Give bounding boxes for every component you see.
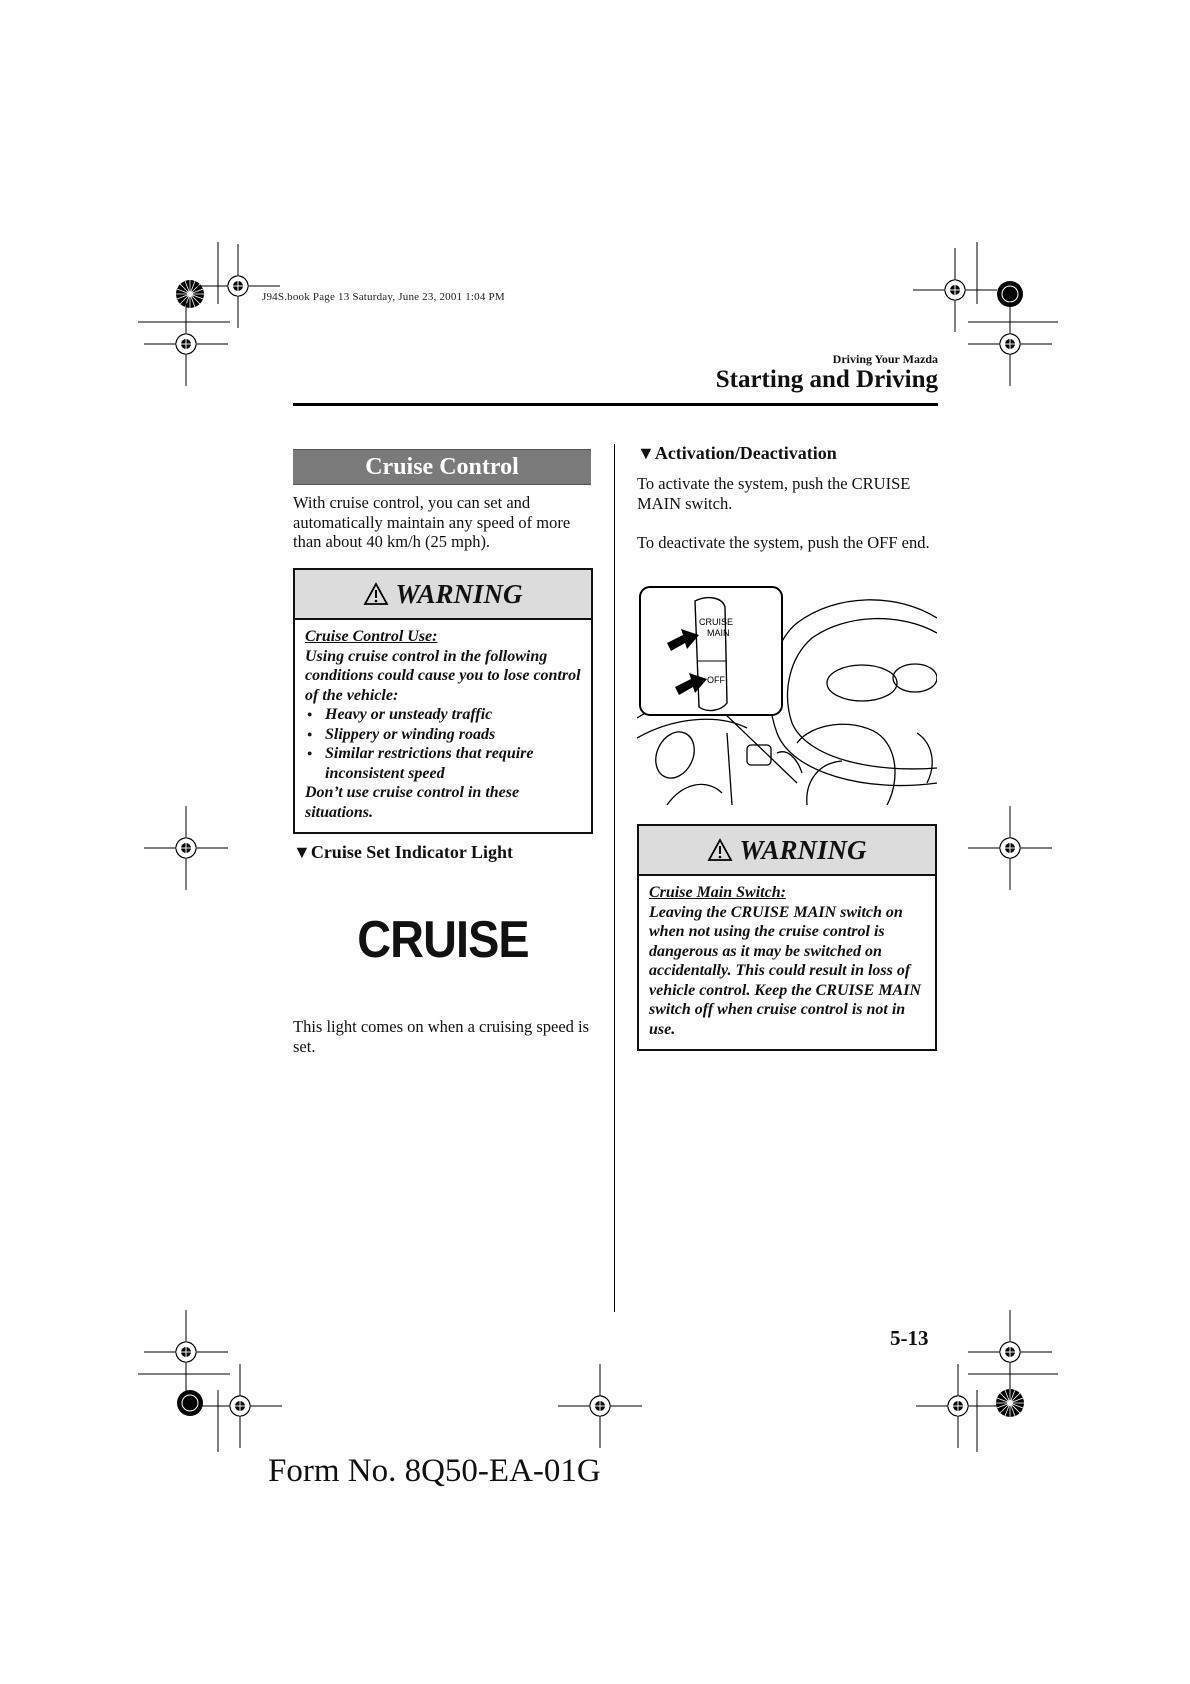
warning-body xyxy=(295,620,591,828)
page-title: Starting and Driving xyxy=(715,366,938,393)
warning-header xyxy=(639,826,935,876)
cruise-indicator-word: CRUISE xyxy=(357,911,529,969)
column-divider xyxy=(614,444,615,1312)
warning-triangle-icon xyxy=(707,838,733,862)
switch-label-off: OFF xyxy=(707,675,725,685)
warning-text: Leaving the CRUISE MAIN switch on when not using the cruise control is dangerous as it may be switched on accidentally. This could result in loss of vehicle control. Keep the CRUISE MAIN switch off when cruise control is not in use. xyxy=(649,903,922,1038)
print-stamp: J94S.book Page 13 Saturday, June 23, 2001 1:04 PM xyxy=(262,291,505,303)
warning-body xyxy=(639,876,935,1045)
activate-paragraph: To activate the system, push the CRUISE MAIN switch. xyxy=(637,474,911,513)
warning-box-cruise-use xyxy=(293,568,593,834)
cruise-control-banner: Cruise Control xyxy=(293,449,591,485)
warning-box-main-switch xyxy=(637,824,937,1051)
warning-header xyxy=(295,570,591,620)
switch-label-main: MAIN xyxy=(707,628,730,638)
switch-label-cruise: CRUISE xyxy=(699,617,734,627)
warning-closing: Don’t use cruise control in these situations. xyxy=(305,784,520,821)
warning-subtitle: Cruise Control Use: xyxy=(305,628,438,645)
warning-title: WARNING xyxy=(395,578,523,609)
intro-paragraph: With cruise control, you can set and automatically maintain any speed of more than about 40 km/h (25 mph). xyxy=(293,493,571,551)
page-number: 5-13 xyxy=(890,1326,929,1350)
indicator-heading: ▼Cruise Set Indicator Light xyxy=(293,842,513,862)
form-number: Form No. 8Q50-EA-01G xyxy=(268,1453,601,1489)
section-label: Driving Your Mazda xyxy=(832,352,938,366)
warning-subtitle: Cruise Main Switch: xyxy=(649,884,786,901)
indicator-paragraph: This light comes on when a cruising speed is set. xyxy=(293,1017,590,1056)
warning-list xyxy=(305,705,581,783)
list-item: ● Slippery or winding roads xyxy=(305,725,581,745)
warning-text: Using cruise control in the following conditions could cause you to lose control of the vehicle: xyxy=(305,647,581,704)
header-rule xyxy=(293,403,938,406)
deactivate-paragraph: To deactivate the system, push the OFF end. xyxy=(637,533,930,552)
warning-triangle-icon xyxy=(363,582,389,606)
warning-title: WARNING xyxy=(739,834,867,865)
list-item: ● Heavy or unsteady traffic xyxy=(305,705,581,725)
list-item: ● Similar restrictions that require inconsistent speed xyxy=(305,744,581,783)
cruise-switch-illustration xyxy=(637,583,937,805)
activation-heading: ▼Activation/Deactivation xyxy=(637,443,837,463)
